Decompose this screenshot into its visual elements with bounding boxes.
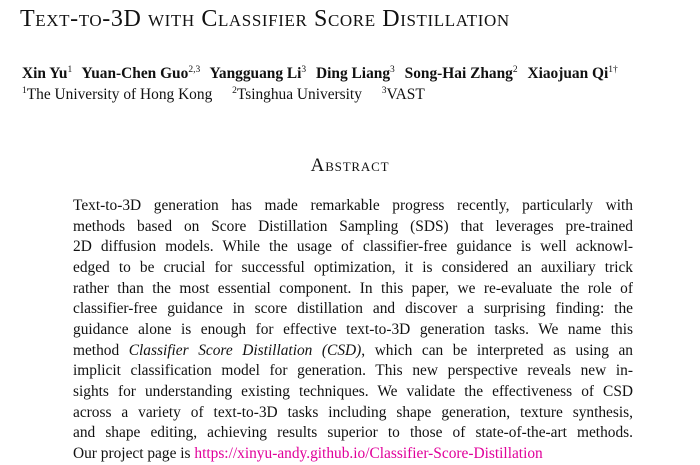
affiliation	[232, 86, 362, 103]
abstract-body	[73, 196, 633, 465]
author-name: Yangguang Li	[209, 65, 302, 82]
author-affiliation-mark: 2,3	[188, 64, 201, 75]
project-page-link[interactable]: https://xinyu-andy.github.io/Classifier-Score-Distillation	[194, 444, 543, 462]
abstract-line: edged to be crucial for successful optimization, it is considered an auxiliary trick	[73, 258, 633, 276]
affiliation-mark: 2	[232, 85, 237, 96]
affiliation	[382, 86, 425, 103]
author-affiliation-mark: 1†	[608, 64, 618, 75]
affiliation-name: VAST	[386, 86, 425, 103]
abstract-line: rather than the most essential component. In this paper, we re-evaluate the role of	[73, 279, 633, 297]
method-name: Classifier Score Distillation (CSD)	[128, 341, 362, 359]
author-name: Song-Hai Zhang	[404, 65, 513, 82]
abstract-line: Text-to-3D generation has made remarkable progress recently, particularly with	[73, 197, 633, 214]
author	[82, 65, 201, 82]
abstract-line: 2D diffusion models. While the usage of classifier-free guidance is well acknowl-	[73, 238, 633, 256]
abstract-line: methods based on Score Distillation Sampling (SDS) that leverages pre-trained	[73, 217, 633, 235]
abstract-line: sights for understanding existing techniques. We validate the effectiveness of CSD	[73, 382, 633, 400]
author-name: Xin Yu	[22, 65, 68, 82]
abstract-heading: Abstract	[310, 155, 390, 176]
author-list	[22, 64, 624, 84]
affiliation	[22, 86, 212, 103]
author	[405, 65, 518, 82]
affiliation-name: Tsinghua University	[236, 86, 362, 103]
author-affiliation-mark: 3	[301, 64, 307, 75]
author-affiliation-mark: 3	[390, 64, 395, 75]
author-name: Ding Liang	[316, 65, 391, 82]
abstract-text: , which can be interpreted as using an	[361, 341, 634, 359]
abstract-line: implicit classification model for generation. This new perspective reveals new in-	[73, 362, 633, 380]
author-name: Yuan-Chen Guo	[81, 65, 189, 82]
author-name: Xiaojuan Qi	[527, 65, 609, 82]
author	[316, 65, 395, 82]
author-affiliation-mark: 1	[67, 64, 73, 75]
abstract-line: across a variety of text-to-3D tasks including shape generation, texture synthesis,	[73, 403, 633, 421]
affiliation-mark: 3	[381, 85, 387, 96]
paper-title: Text-to-3D with Classifier Score Distillation	[20, 6, 510, 32]
abstract-line: classifier-free guidance in score distillation and discover a surprising finding: the	[73, 300, 633, 318]
abstract-text: method	[73, 341, 129, 359]
author	[209, 65, 306, 82]
author	[22, 65, 72, 82]
abstract-line: guidance alone is enough for effective text-to-3D generation tasks. We name this	[73, 320, 633, 338]
affiliation-mark: 1	[22, 85, 27, 96]
abstract-line: and shape editing, achieving results superior to those of state-of-the-art methods.	[73, 424, 633, 442]
abstract-line	[73, 341, 633, 362]
author	[527, 65, 617, 82]
author-affiliation-mark: 2	[512, 64, 518, 75]
affiliation-name: The University of Hong Kong	[26, 86, 213, 103]
affiliation-list	[22, 85, 441, 105]
project-page-prefix: Our project page is	[73, 444, 195, 462]
